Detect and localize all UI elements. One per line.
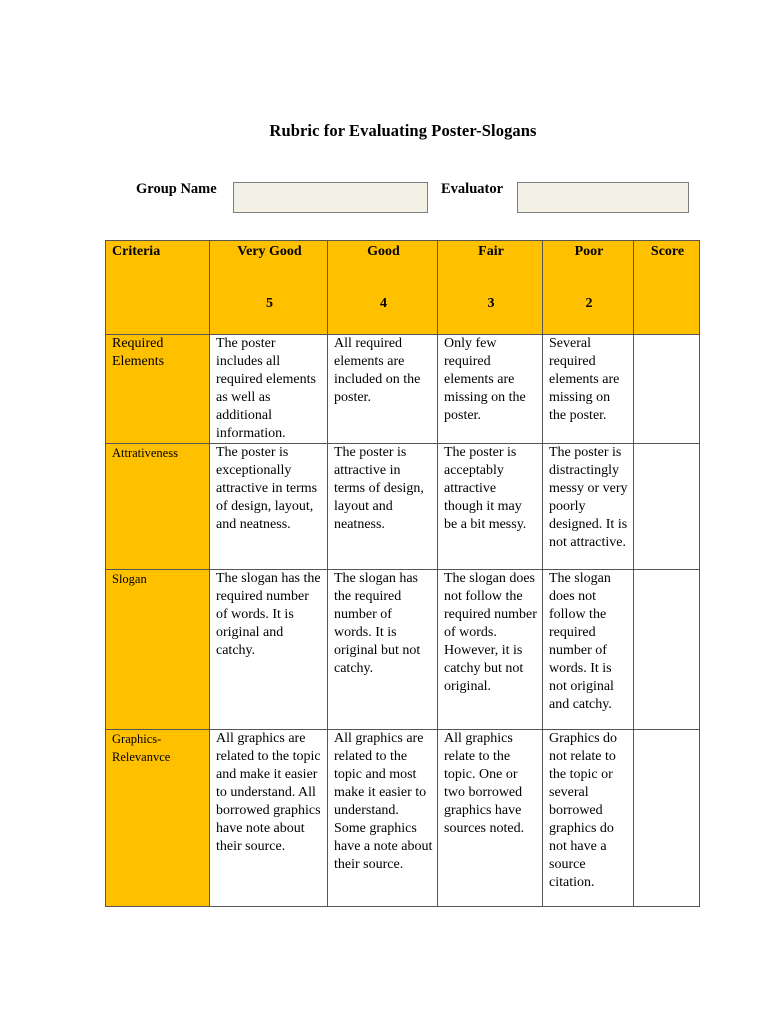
descriptor-cell: Only few required elements are missing on the poster. [438,335,543,444]
evaluator-label: Evaluator [441,181,504,197]
header-level-poor [543,241,634,335]
header-level-good [328,241,438,335]
criterion-cell: Attrativeness [106,444,210,570]
descriptor-cell: Graphics do not relate to the topic or several borrowed graphics do not have a source citation. [543,730,634,907]
descriptor-cell: The poster is exceptionally attractive in terms of design, layout, and neatness. [210,444,328,570]
descriptor-cell: The slogan does not follow the required number of words. However, it is catchy but not original. [438,570,543,730]
level-points: 3 [487,296,495,311]
header-criteria: Criteria [106,241,210,335]
level-name: Fair [478,244,504,259]
score-cell[interactable] [634,730,700,907]
score-cell[interactable] [634,444,700,570]
level-points: 5 [266,296,273,311]
table-row [106,444,700,570]
descriptor-cell: The poster includes all required elements as well as additional information. [210,335,328,444]
descriptor-cell: All graphics are related to the topic and most make it easier to understand. Some graphics have a note about their source. [328,730,438,907]
descriptor-cell: Several required elements are missing on the poster. [543,335,634,444]
header-level-very-good [210,241,328,335]
header-score: Score [634,241,700,335]
descriptor-cell: The poster is distractingly messy or very poorly designed. It is not attractive. [543,444,634,570]
level-points: 2 [585,296,593,311]
descriptor-cell: The slogan has the required number of words. It is original but not catchy. [328,570,438,730]
table-header-row [106,241,700,335]
group-name-field[interactable] [233,182,428,213]
score-cell[interactable] [634,570,700,730]
table-row [106,730,700,907]
descriptor-cell: The slogan does not follow the required number of words. It is not original and catchy. [543,570,634,730]
descriptor-cell: All required elements are included on the poster. [328,335,438,444]
level-name: Very Good [237,244,302,259]
level-points: 4 [380,296,387,311]
criterion-cell: Graphics-Relevanvce [106,730,210,907]
descriptor-cell: All graphics are related to the topic and make it easier to understand. All borrowed graphics have note about their source. [210,730,328,907]
table-row [106,570,700,730]
rubric-table [105,240,700,907]
level-name: Good [367,244,400,259]
score-cell[interactable] [634,335,700,444]
descriptor-cell: The poster is acceptably attractive though it may be a bit messy. [438,444,543,570]
descriptor-cell: The poster is attractive in terms of design, layout and neatness. [328,444,438,570]
table-row [106,335,700,444]
criterion-cell: Required Elements [106,335,210,444]
evaluator-field[interactable] [517,182,689,213]
header-level-fair [438,241,543,335]
criterion-cell: Slogan [106,570,210,730]
descriptor-cell: The slogan has the required number of words. It is original and catchy. [210,570,328,730]
level-name: Poor [574,244,604,259]
group-name-label: Group Name [136,181,217,197]
descriptor-cell: All graphics relate to the topic. One or two borrowed graphics have sources noted. [438,730,543,907]
document-title: Rubric for Evaluating Poster-Slogans [269,121,537,140]
